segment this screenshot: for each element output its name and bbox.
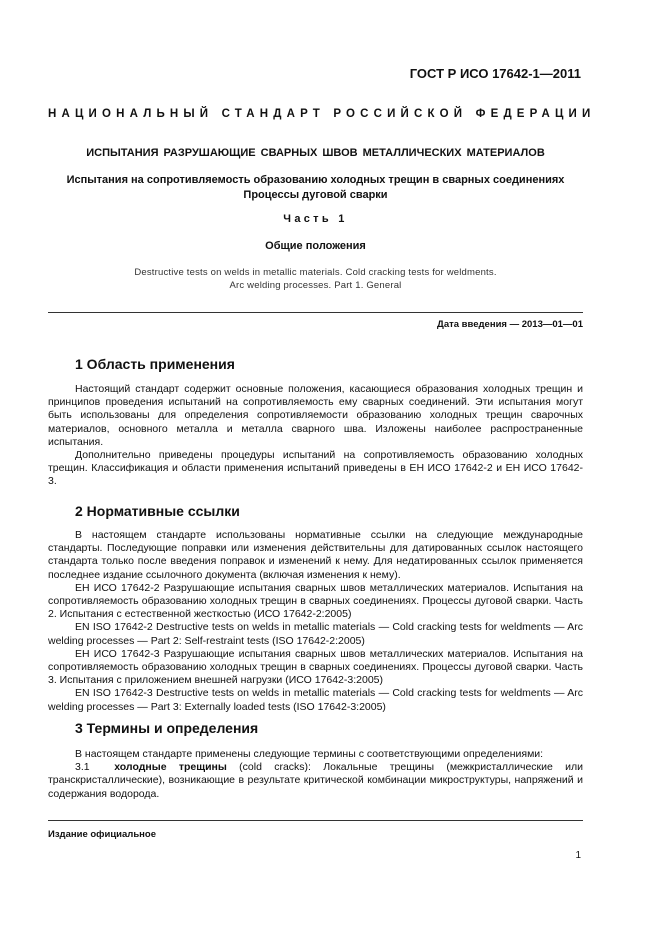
standard-title: ИСПЫТАНИЯ РАЗРУШАЮЩИЕ СВАРНЫХ ШВОВ МЕТАЛЛИЧЕСКИХ МАТЕРИАЛОВ — [86, 147, 545, 159]
section-2-reference-4: EN ISO 17642-3 Destructive tests on welds in metallic materials — Cold cracking tests for weldments — Arc welding processes — Part 3: Externally loaded tests (ISO 17642-3:2005) — [48, 687, 583, 713]
section-2-reference-1: ЕН ИСО 17642-2 Разрушающие испытания сварных швов металлических материалов. Испытания на сопротивляемость образованию холодных трещин в сварных соединениях. Процессы дуговой сварки. Часть 2. Испытания с естественной жесткостью (ИСО 17642-2:2005) — [48, 581, 583, 621]
english-title — [48, 266, 583, 292]
english-title-line-2: Arc welding processes. Part 1. General — [229, 280, 402, 291]
term-number: 3.1 — [75, 761, 90, 774]
section-1-heading: 1 Область применения — [75, 356, 235, 372]
section-3-heading: 3 Термины и определения — [75, 720, 259, 736]
subtitle-line-2: Процессы дуговой сварки — [243, 189, 388, 201]
part-label: Часть 1 — [283, 213, 348, 225]
section-3-body — [48, 748, 583, 801]
section-1-body — [48, 383, 583, 489]
section-2-heading: 2 Нормативные ссылки — [75, 503, 240, 519]
section-2-body — [48, 529, 583, 714]
standard-subtitle — [48, 173, 583, 203]
section-3-paragraph-1: В настоящем стандарте применены следующие термины с соответствующими определениями: — [75, 748, 544, 760]
section-2-reference-2: EN ISO 17642-2 Destructive tests on welds in metallic materials — Cold cracking tests for weldments — Arc welding processes — Part 2: Self-restraint tests (ISO 17642-2:2005) — [48, 621, 583, 647]
header-divider — [48, 312, 583, 313]
page-number: 1 — [575, 850, 581, 861]
edition-label: Издание официальное — [48, 829, 156, 840]
subtitle-line-1: Испытания на сопротивляемость образованию холодных трещин в сварных соединениях — [66, 174, 565, 186]
term-3-1 — [48, 761, 583, 801]
section-1-paragraph-1: Настоящий стандарт содержит основные положения, касающиеся образования холодных трещин и принципов проведения испытаний на сопротивляемость ему сварных соединений. Эти испытания могут быть использованы для определения сопротивляемости образованию холодных трещин сварочных материалов, основного металла и металла сварного шва. Изложены наиболее распространенные испытания. — [48, 383, 583, 448]
section-1-paragraph-2: Дополнительно приведены процедуры испытаний на сопротивляемость образованию холодных трещин. Классификация и области применения испытаний приведены в ЕН ИСО 17642-2 и ЕН ИСО 17642-3. — [48, 449, 583, 488]
term-name: холодные трещины — [114, 761, 227, 774]
national-standard-banner: НАЦИОНАЛЬНЫЙ СТАНДАРТ РОССИЙСКОЙ ФЕДЕРАЦИИ — [48, 108, 596, 120]
part-name: Общие положения — [265, 240, 366, 252]
section-2-reference-3: ЕН ИСО 17642-3 Разрушающие испытания сварных швов металлических материалов. Испытания на сопротивляемость образованию холодных трещин в сварных соединениях. Процессы дуговой сварки. Часть 3. Испытания с приложением внешней нагрузки (ИСО 17642-3:2005) — [48, 647, 583, 687]
section-2-paragraph-1: В настоящем стандарте использованы нормативные ссылки на следующие международные стандарты. Последующие поправки или изменения действительны для датированных ссылок настоящего стандарта только после введения поправок и изменений к нему. Для недатированных ссылок применяется последнее издание ссылочного документа (включая изменения к нему). — [48, 529, 583, 581]
term-definition: (cold cracks): Локальные трещины (межкристаллические или транскристаллические), возникающие в результате критической комбинации микроструктуры, напряжений и содержания водорода. — [48, 761, 583, 800]
introduction-date: Дата введения — 2013—01—01 — [437, 319, 583, 330]
english-title-line-1: Destructive tests on welds in metallic materials. Cold cracking tests for weldments. — [134, 267, 497, 278]
footer-divider — [48, 820, 583, 821]
document-code: ГОСТ Р ИСО 17642-1—2011 — [409, 66, 581, 81]
